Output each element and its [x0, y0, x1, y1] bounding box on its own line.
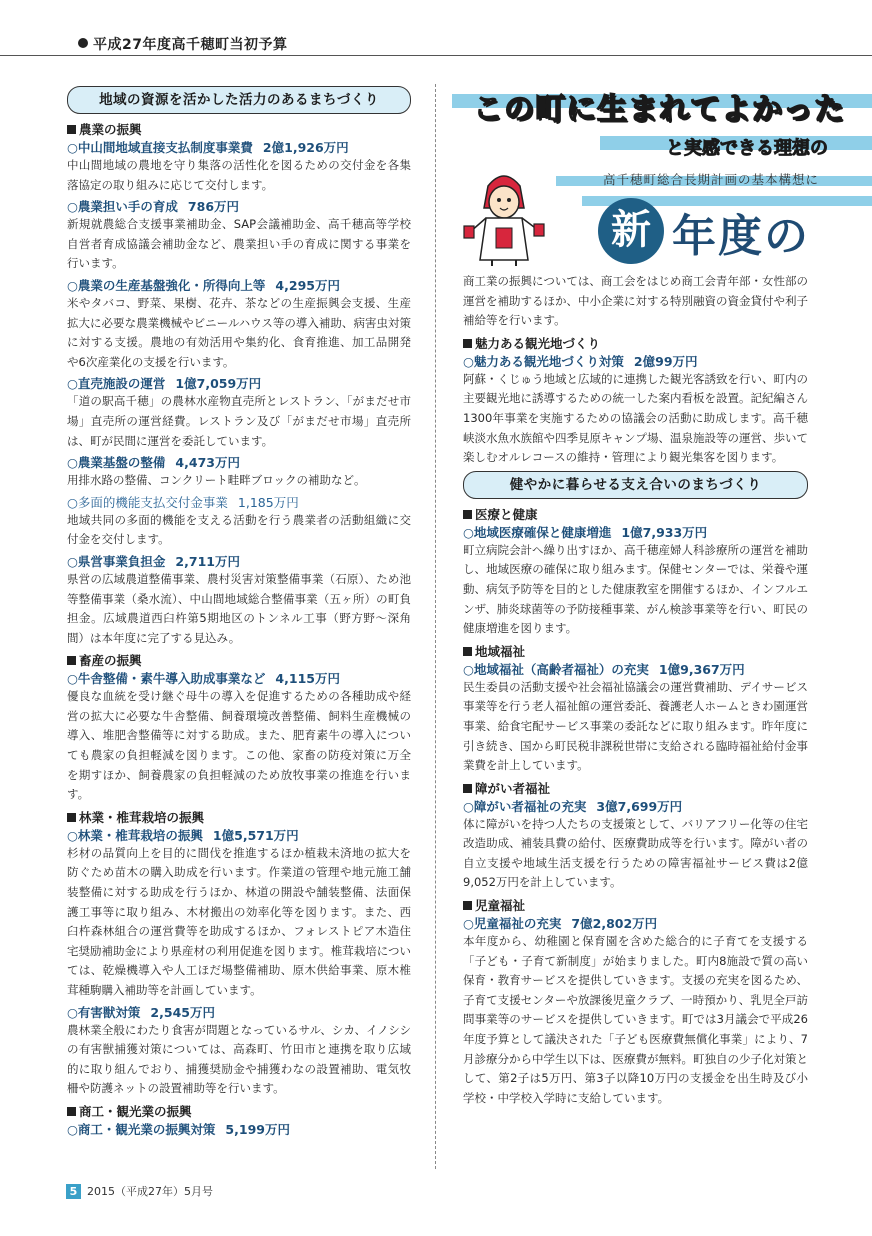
item-description: 阿蘇・くじゅう地域と広域的に連携した観光客誘致を行い、町内の主要観光地に誘導するための統一した案内看板を設置。記紀編さん1300年事業を実施するための協議会の活動に助成します。高千穂峡淡水魚水族館や四季見原キャンプ場、温泉施設等の運営、歩いて楽しむオルレコースの維持・管理により観光集客を図ります。 — [463, 371, 808, 465]
item-description: 米やタバコ、野菜、果樹、花卉、茶などの生産振興会支援、生産拡大に必要な農業機械やビニールハウス等の導入補助、病害虫対策に対する支援。農地の有効活用や集約化、食育推進、加工品開発や6次産業化の支援を行います。 — [67, 295, 411, 369]
item-title — [67, 1004, 411, 1021]
item-title — [463, 661, 808, 678]
item-amount: 786万円 — [187, 199, 240, 215]
feature-line3: 高千穂町総合長期計画の基本構想に — [603, 172, 820, 187]
header-rule — [0, 55, 872, 56]
item-name: ○地域福祉（高齢者福祉）の充実 — [463, 661, 649, 677]
feature-line1: この町に生まれてよかった — [473, 92, 845, 127]
left-column — [67, 84, 411, 1138]
section-banner: 地域の資源を活かした活力のあるまちづくり — [67, 86, 411, 114]
item-description: 「道の駅高千穂」の農林水産物直売所とレストラン、「がまだせ市場」直売所の運営経費。レストラン及び「がまだせ市場」直売所は、町が民間に運営を委託しています。 — [67, 394, 411, 448]
item-description: 商工業の振興については、商工会をはじめ商工会青年部・女性部の運営を補助するほか、中小企業に対する特別融資の資金貸付や利子補給等を行います。 — [463, 274, 808, 328]
category-label: 魅力ある観光地づくり — [475, 335, 601, 351]
item-amount: 5,199万円 — [225, 1121, 290, 1137]
item-name: ○商工・観光業の振興対策 — [67, 1121, 216, 1137]
square-bullet-icon — [463, 647, 472, 656]
page-footer — [66, 1183, 213, 1199]
square-bullet-icon — [67, 813, 76, 822]
item-title — [463, 524, 808, 541]
issue-label: 2015（平成27年）5月号 — [87, 1185, 213, 1198]
item-name: ○有害獣対策 — [67, 1004, 141, 1020]
item-amount: 1億5,571万円 — [212, 827, 299, 843]
category-label: 商工・観光業の振興 — [79, 1103, 192, 1119]
item-title — [463, 798, 808, 815]
item-amount: 2,545万円 — [150, 1004, 215, 1020]
category-label: 障がい者福祉 — [475, 780, 551, 796]
feature-big-text: 年度の — [672, 211, 810, 262]
item-name: ○農業基盤の整備 — [67, 455, 166, 471]
item-name: ○多面的機能支払交付金事業 — [67, 494, 228, 510]
square-bullet-icon — [463, 901, 472, 910]
item-title — [67, 553, 411, 570]
item-title — [463, 353, 808, 370]
item-amount: 7億2,802万円 — [571, 916, 658, 932]
item-amount: 2億99万円 — [633, 353, 698, 369]
item-amount: 1億7,059万円 — [175, 376, 262, 392]
item-description: 用排水路の整備、コンクリート畦畔ブロックの補助など。 — [67, 473, 366, 488]
square-bullet-icon — [463, 510, 472, 519]
square-bullet-icon — [463, 339, 472, 348]
item-title — [67, 277, 411, 294]
item-amount: 4,115万円 — [275, 671, 340, 687]
item-amount: 1億7,933万円 — [621, 524, 708, 540]
page-header — [0, 0, 872, 58]
bullet-dot-icon — [78, 38, 88, 48]
item-description: 民生委員の活動支援や社会福祉協議会の運営費補助、デイサービス事業等を行う老人福祉館の運営委託、養護老人ホームときわ園運営事業、給食宅配サービス事業の委託などに取り組みます。昨年度に引き続き、国から町民税非課税世帯に支給される臨時福祉給付金事業費を計上しています。 — [463, 679, 808, 773]
item-title — [67, 494, 411, 511]
square-bullet-icon — [67, 1107, 76, 1116]
item-description: 中山間地域の農地を守り集落の活性化を図るための交付金を各集落協定の取り組みに応じて交付します。 — [67, 158, 411, 192]
item-amount: 2億1,926万円 — [262, 140, 349, 155]
item-amount: 1億9,367万円 — [658, 661, 745, 677]
item-title — [67, 198, 411, 215]
item-amount: 2,711万円 — [175, 553, 240, 569]
category-heading — [463, 644, 808, 660]
item-amount: 4,473万円 — [175, 455, 240, 471]
item-description: 県営の広域農道整備事業、農村災害対策整備事業（石原）、ため池等整備事業（桑水流）、中山間地域総合整備事業（五ヶ所）の町負担金。広域農道西臼杵第5期地区のトンネル工事（野方野～深角間）は本年度に完了する見込み。 — [67, 571, 411, 645]
item-description: 本年度から、幼稚園と保育園を含めた総合的に子育てを支援する「子ども・子育て新制度」が始まりました。町内8施設で質の高い保育・教育サービスを提供していきます。支援の充実を図るため、子育て支援センターや放課後児童クラブ、一時預かり、乳児全戸訪問事業等のサービスを提供していきます。町では3月議会で平成26年度予算として議決された「子ども医療費無償化事業」により、7月診療分から中学生以下は、医療費が無料。町独自の少子化対策として、第2子は5万円、第3子以降10万円の支援金を出生時及び小学校・中学校入学時に支給しています。 — [463, 934, 808, 1105]
item-name: ○魅力ある観光地づくり対策 — [463, 353, 624, 369]
category-label: 地域福祉 — [475, 643, 526, 659]
square-bullet-icon — [67, 125, 76, 134]
item-name: ○農業の生産基盤強化・所得向上等 — [67, 277, 266, 293]
category-heading — [67, 810, 411, 826]
item-title — [67, 670, 411, 687]
item-title — [67, 454, 411, 471]
item-description: 杉材の品質向上を目的に間伐を推進するほか植栽未済地の拡大を防ぐため苗木の購入助成を行います。作業道の管理や地元施工舗装整備に対する助成を行うほか、林道の開設や舗装整備、法面保護工事等に取り組み、木材搬出の効率化等を図ります。また、西臼杵森林組合の運営費等を助成するほか、フォレストピア木造住宅奨励補助金により県産材の利用促進を図ります。椎茸栽培については、乾燥機導入や人工ほだ場整備補助、原木供給事業、原木椎茸種駒購入補助等を計画しています。 — [67, 845, 411, 997]
square-bullet-icon — [67, 656, 76, 665]
item-amount: 4,295万円 — [275, 277, 340, 293]
item-title — [463, 915, 808, 932]
item-name: ○農業担い手の育成 — [67, 199, 178, 215]
item-title — [67, 139, 411, 156]
category-label: 畜産の振興 — [79, 653, 142, 669]
item-name: ○直売施設の運営 — [67, 376, 166, 392]
page-number: 5 — [66, 1184, 81, 1199]
item-name: ○地域医療確保と健康増進 — [463, 524, 612, 540]
category-heading — [463, 781, 808, 797]
category-label: 医療と健康 — [475, 506, 538, 522]
item-description: 体に障がいを持つ人たちの支援策として、バリアフリー化等の住宅改造助成、補装具費の給付、医療費助成等を行います。障がい者の自立支援や地域生活支援を行うための障害福祉サービス費は2億9,052万円を計上しています。 — [463, 816, 808, 890]
category-heading — [463, 336, 808, 352]
item-amount: 3億7,699万円 — [596, 798, 683, 814]
item-description: 農林業全般にわたり食害が問題となっているサル、シカ、イノシシの有害獣捕獲対策については、高森町、竹田市と連携を取り広域的に取り組んでおり、捕獲奨励金や捕獲わなの設置補助、電気牧柵や防護ネットの設置補助等を行います。 — [67, 1022, 411, 1096]
mascot-illustration-icon — [458, 168, 550, 268]
item-name: ○中山間地域直接支払制度事業費 — [67, 140, 253, 155]
right-column — [463, 272, 808, 1111]
item-title — [67, 375, 411, 392]
header-title-text: 平成27年度高千穂町当初予算 — [93, 37, 288, 53]
category-label: 農業の振興 — [79, 122, 142, 137]
category-label: 林業・椎茸栽培の振興 — [79, 809, 205, 825]
item-description: 地域共同の多面的機能を支える活動を行う農業者の活動組織に交付金を交付します。 — [67, 512, 411, 547]
item-description: 優良な血統を受け継ぐ母牛の導入を促進するための各種助成や経営の拡大に必要な牛舎整備、飼養環境改善整備、飼料生産機械の導入、堆肥舎整備等に対する助成。また、肥育素牛の導入についても農家の負担軽減を図ります。この他、家畜の防疫対策に万全を期すほか、飼養農家の負担軽減のため放牧事業の推進を行います。 — [67, 689, 411, 802]
category-heading — [67, 653, 411, 669]
column-divider — [435, 84, 436, 1169]
item-amount: 1,185万円 — [237, 494, 299, 510]
item-description: 新規就農総合支援事業補助金、SAP会議補助金、高千穂高等学校自営者育成協議会補助金など、農業担い手の育成に関する事業を行います。 — [67, 217, 411, 271]
item-name: ○牛舎整備・素牛導入助成事業など — [67, 671, 266, 687]
item-name: ○児童福祉の充実 — [463, 916, 562, 932]
feature-line2: と実感できる理想の — [666, 138, 828, 159]
item-name: ○林業・椎茸栽培の振興 — [67, 827, 203, 843]
item-title — [67, 1121, 411, 1138]
header-title — [78, 34, 287, 54]
category-heading — [463, 507, 808, 523]
category-heading — [67, 122, 411, 138]
category-label: 児童福祉 — [475, 898, 526, 914]
item-name: ○障がい者福祉の充実 — [463, 798, 587, 814]
feature-circle-char: 新 — [598, 198, 664, 264]
category-heading — [67, 1104, 411, 1120]
item-description: 町立病院会計へ繰り出すほか、高千穂産婦人科診療所の運営を補助し、地域医療の確保に取り組みます。保健センターでは、栄養や運動、病気予防等を目的とした健康教室を開催するほか、インフルエンザ、肺炎球菌等の予防接種事業、がん検診事業等を行い、町民の健康増進を図ります。 — [463, 542, 808, 636]
item-title — [67, 827, 411, 844]
section-banner: 健やかに暮らせる支え合いのまちづくり — [463, 471, 808, 499]
item-name: ○県営事業負担金 — [67, 553, 166, 569]
category-heading — [463, 898, 808, 914]
square-bullet-icon — [463, 784, 472, 793]
